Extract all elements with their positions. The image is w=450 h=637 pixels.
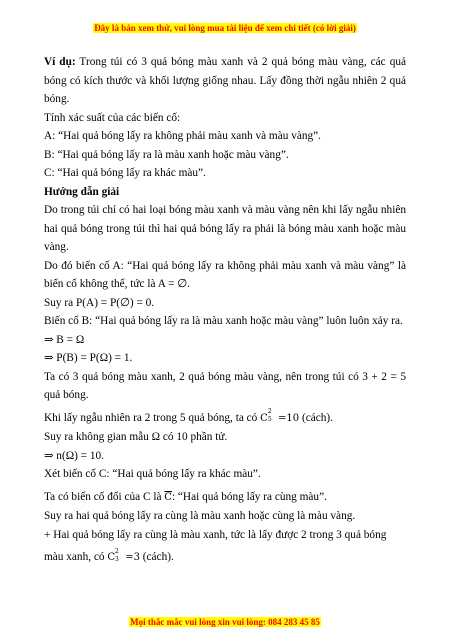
combination-sup-2: 2 [115,547,119,555]
combination-c-3-2 [107,547,140,563]
example-text: Trong túi có 3 quả bóng màu xanh và 2 quả bóng màu vàng, các quả bóng có kích thước và khối lượng giống nhau. Lấy đồng thời ngẫu nhiên 2 quả bóng. [44,56,407,105]
combination-value: =10 [274,412,300,424]
solution-p10: ⇒ n(Ω) = 10. [44,449,104,462]
complement-c: $\overline{C}$ [164,491,172,503]
solution-p2: Do đó biến cố A: “Hai quả bóng lấy ra không phải màu xanh và màu vàng” là biến cố không thể, tức là A = ∅. [44,259,406,290]
preview-notice-text: Đây là bản xem thử, vui lòng mua tài liệu để xem chi tiết (có lời giải) [94,23,356,33]
solution-p4: Biến cố B: “Hai quả bóng lấy ra là màu xanh hoặc màu vàng” luôn luôn xảy ra. [44,315,403,327]
solution-p11: Xét biến cố C: “Hai quả bóng lấy ra khác màu”. [44,468,261,480]
combination-symbol-2: C [107,552,116,563]
p8-tail: (cách). [299,411,333,424]
solution-p15 [44,548,406,568]
preview-banner-top [0,22,450,34]
solution-p1: Do trong túi chỉ có hai loại bóng màu xanh và màu vàng nên khi lấy ngẫu nhiên hai quả bóng trong túi thì hai quả bóng lấy ra phải là bóng màu xanh hoặc màu vàng. [44,204,406,253]
p12-text: Ta có biến cố đối của C là [44,490,165,503]
event-b: B: “Hai quả bóng lấy ra là màu xanh hoặc màu vàng”. [44,148,289,161]
event-a: A: “Hai quả bóng lấy ra không phải màu xanh và màu vàng”. [44,130,322,142]
event-c: C: “Hai quả bóng lấy ra khác màu”. [44,167,206,179]
solution-p3: Suy ra P(A) = P(∅) = 0. [44,296,155,309]
solution-p5: ⇒ B = Ω [44,333,85,346]
combination-symbol: C [260,412,268,424]
combination-sup: 2 [267,408,272,415]
example-paragraph [44,53,406,109]
solution-heading: Hướng dẫn giải [44,185,120,198]
p8-text: Khi lấy ngẫu nhiên ra 2 trong 5 quả bóng, ta có [44,411,261,424]
combination-value-2: =3 [122,552,140,563]
solution-p13: Suy ra hai quả bóng lấy ra cùng là màu xanh hoặc cùng là màu vàng. [44,510,356,522]
solution-p9: Suy ra không gian mẫu Ω có 10 phần tử. [44,431,228,443]
contact-text: Mọi thắc mắc vui lòng xin vui lòng: 084 283 45 85 [130,617,320,627]
solution-p8 [44,409,406,429]
p15-text: màu xanh, có [44,551,108,563]
p15-tail: (cách). [139,551,174,563]
example-label: Ví dụ: [44,56,76,68]
combination-c-5-2 [260,408,300,424]
combination-sub-2: 3 [115,555,119,563]
task-line: Tính xác suất của các biến cố: [44,111,181,124]
solution-p7: Ta có 3 quả bóng màu xanh, 2 quả bóng màu vàng, nên trong túi có 3 + 2 = 5 quả bóng. [44,370,406,401]
p12-tail: : “Hai quả bóng lấy ra cùng màu”. [171,490,327,503]
solution-p12 [44,488,406,508]
document-body [44,53,406,568]
solution-p14: + Hai quả bóng lấy ra cùng là màu xanh, tức là lấy được 2 trong 3 quả bóng [44,528,387,541]
contact-banner-bottom [0,616,450,628]
combination-sub: 5 [267,416,272,423]
solution-p6: ⇒ P(B) = P(Ω) = 1. [44,352,133,364]
